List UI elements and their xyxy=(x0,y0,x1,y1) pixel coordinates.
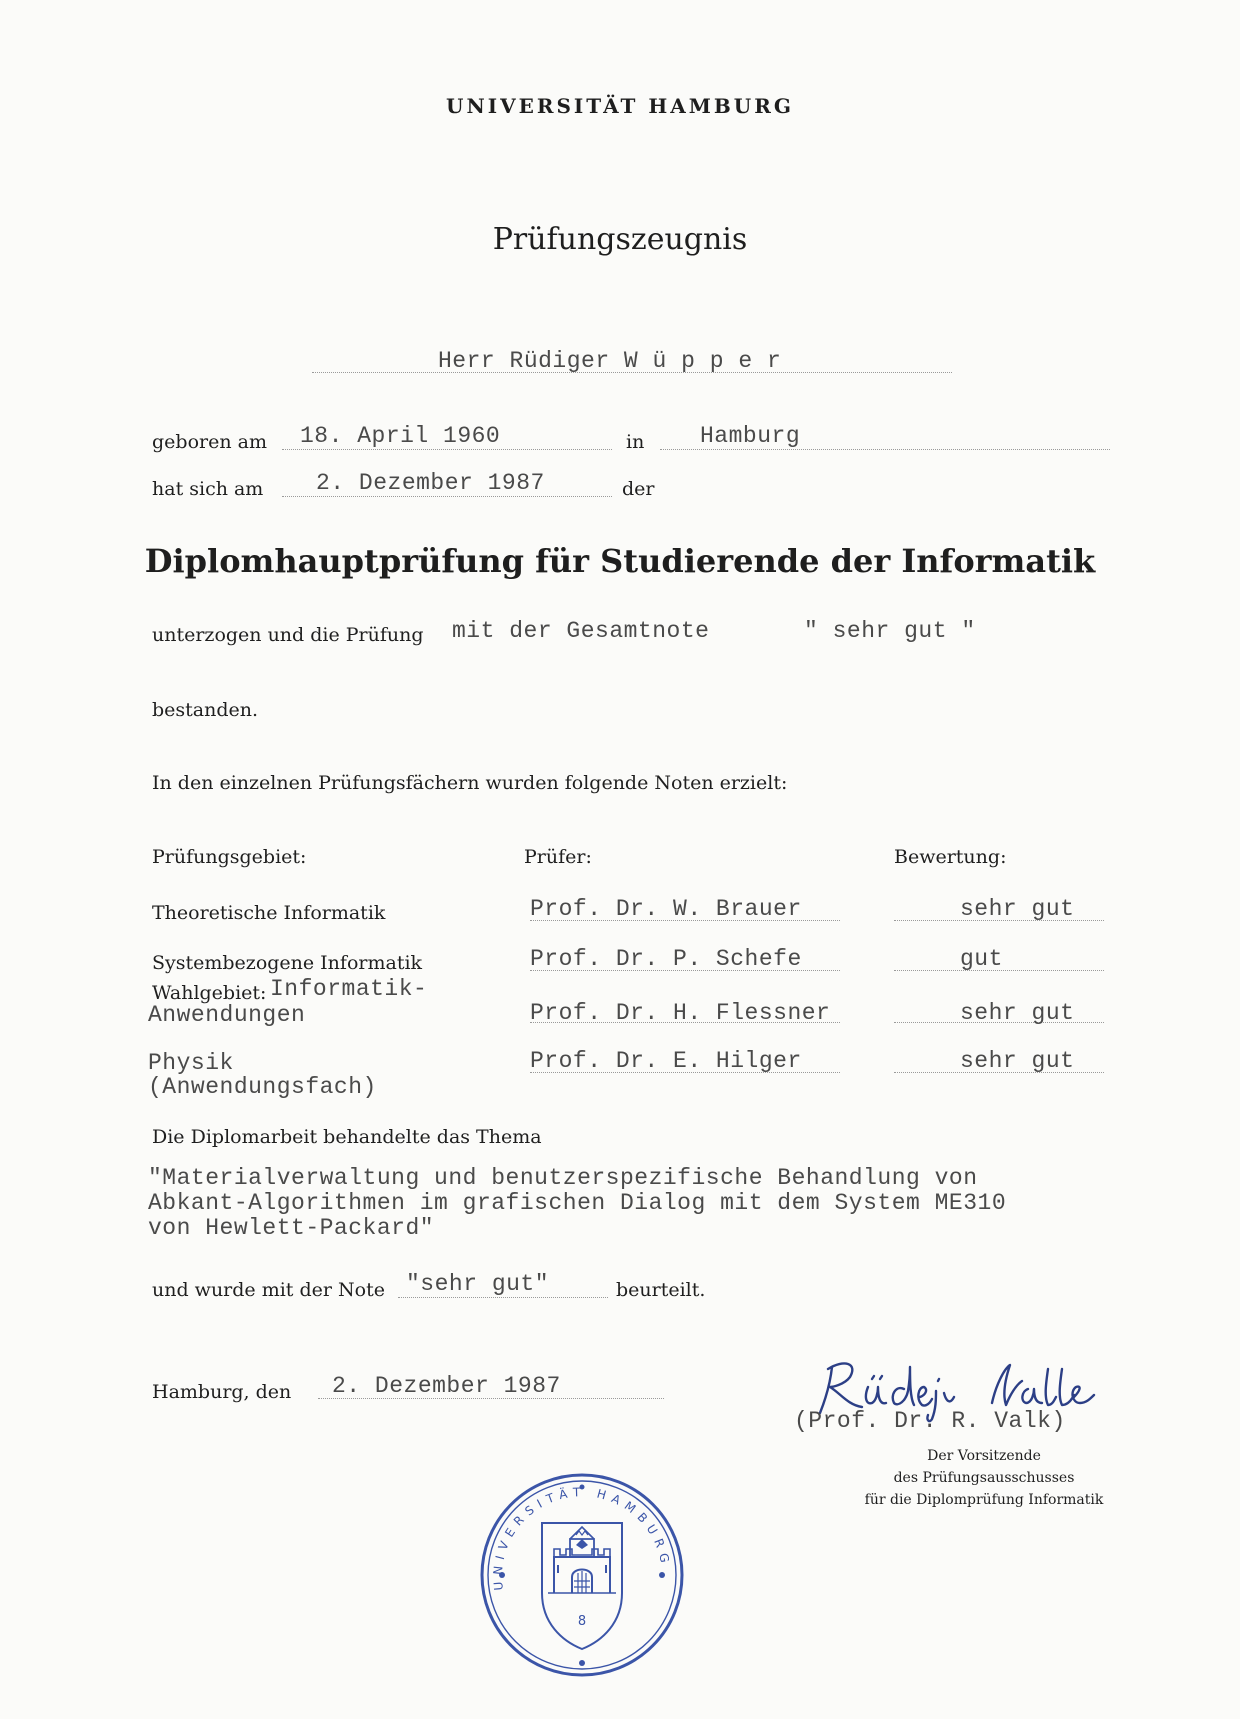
svg-text:8: 8 xyxy=(577,1614,587,1629)
university-name: UNIVERSITÄT HAMBURG xyxy=(446,94,794,118)
row3-examiner: Prof. Dr. H. Flessner xyxy=(530,1000,831,1026)
row3-grade: sehr gut xyxy=(960,1000,1075,1026)
exam-date-dotted-line xyxy=(282,496,612,497)
result-label: unterzogen und die Prüfung xyxy=(152,624,424,646)
born-date: 18. April 1960 xyxy=(300,423,501,449)
row3-area: Informatik- xyxy=(270,976,428,1002)
closing-date: 2. Dezember 1987 xyxy=(332,1373,561,1399)
thesis-grade-dotted-line xyxy=(398,1297,608,1298)
header-area: Prüfungsgebiet: xyxy=(152,846,307,868)
thesis-grade: "sehr gut" xyxy=(406,1271,550,1297)
header-grade: Bewertung: xyxy=(894,846,1007,868)
birthplace-dotted-line xyxy=(660,449,1110,450)
in-label: in xyxy=(626,431,645,453)
passed-label: bestanden. xyxy=(152,699,259,721)
row1-examiner: Prof. Dr. W. Brauer xyxy=(530,896,802,922)
exam-date: 2. Dezember 1987 xyxy=(316,470,545,496)
row2-area: Systembezogene Informatik xyxy=(152,952,423,974)
thesis-grade-label: und wurde mit der Note xyxy=(152,1279,385,1301)
row4-grade: sehr gut xyxy=(960,1048,1075,1074)
result-prefix: mit der Gesamtnote xyxy=(452,618,710,644)
role-line-3: für die Diplomprüfung Informatik xyxy=(864,1492,1104,1508)
birthplace: Hamburg xyxy=(700,423,801,449)
der-label: der xyxy=(622,478,655,500)
subjects-intro: In den einzelnen Prüfungsfächern wurden folgende Noten erzielt: xyxy=(152,772,788,794)
row2-grade: gut xyxy=(960,946,1003,972)
row4-area: Physik xyxy=(148,1050,234,1076)
born-date-dotted-line xyxy=(282,449,612,450)
header-examiner: Prüfer: xyxy=(524,846,592,868)
row3-area-line2: Anwendungen xyxy=(148,1002,306,1028)
role-line-2: des Prüfungsausschusses xyxy=(893,1470,1075,1486)
row1-area: Theoretische Informatik xyxy=(152,902,386,924)
place-label: Hamburg, den xyxy=(152,1381,292,1403)
role-line-1: Der Vorsitzende xyxy=(927,1448,1041,1464)
thesis-title-line-1: "Materialverwaltung und benutzerspezifische Behandlung von xyxy=(148,1165,978,1191)
exam-date-label: hat sich am xyxy=(152,478,264,500)
thesis-title-line-3: von Hewlett-Packard" xyxy=(148,1215,435,1241)
row4-area-line2: (Anwendungsfach) xyxy=(148,1074,377,1100)
signatory-name: (Prof. Dr. R. Valk) xyxy=(794,1408,1066,1434)
overall-grade: " sehr gut " xyxy=(804,618,976,644)
thesis-title-line-2: Abkant-Algorithmen im grafischen Dialog mit dem System ME310 xyxy=(148,1190,1007,1216)
row2-examiner: Prof. Dr. P. Schefe xyxy=(530,946,802,972)
row3-area-label: Wahlgebiet: xyxy=(152,982,267,1004)
judged-label: beurteilt. xyxy=(616,1279,706,1301)
thesis-intro: Die Diplomarbeit behandelte das Thema xyxy=(152,1126,542,1148)
university-seal xyxy=(472,1465,692,1685)
row1-grade: sehr gut xyxy=(960,896,1075,922)
exam-title: Diplomhauptprüfung für Studierende der Informatik xyxy=(144,542,1096,580)
row4-examiner: Prof. Dr. E. Hilger xyxy=(530,1048,802,1074)
svg-text:UNIVERSITÄT HAMBURG: UNIVERSITÄT HAMBURG xyxy=(490,1485,673,1592)
document-title: Prüfungszeugnis xyxy=(492,222,748,257)
born-label: geboren am xyxy=(152,431,267,453)
candidate-name: Herr Rüdiger W ü p p e r xyxy=(438,348,782,374)
